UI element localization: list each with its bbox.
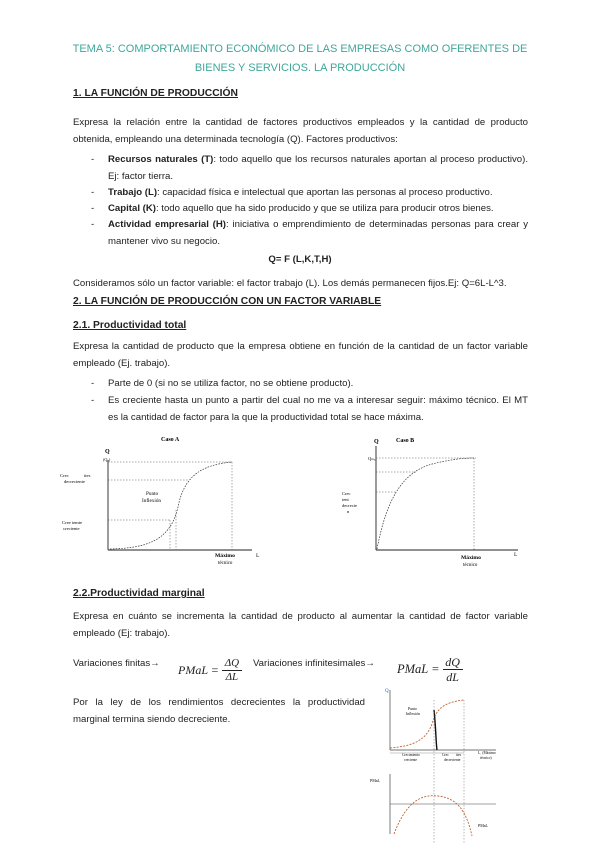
factor-item-capital: Capital (K): todo aquello que ha sido producido y que se utiliza para producir otros bienes. <box>108 203 494 214</box>
marginal-label-6: creciente <box>404 758 417 762</box>
marginal-label-3: L₁ (Máximo <box>478 751 496 755</box>
case-a-title: Caso A <box>161 437 180 443</box>
factor-item-entrepreneurship: Actividad empresarial (H): iniciativa o emprendimiento de determinadas personas para crear y mantener vivo su negocio. <box>108 219 528 247</box>
case-a-max-label-1: Máximo <box>215 553 235 559</box>
marginal-label-2: Inflexión <box>406 712 420 716</box>
marginal-label-1: Punto <box>408 707 417 711</box>
marginal-label-5: Crecimiento <box>402 753 420 757</box>
subsection-2-2-intro: Expresa en cuánto se incrementa la cantidad de producto al aumentar la cantidad de factor variable empleado (Ej: trabajo). <box>73 611 528 639</box>
case-a-total-product-curve <box>110 462 232 549</box>
marginal-chart-q-label: Q <box>385 689 389 694</box>
finite-formula-lhs: PMaL = <box>178 662 219 677</box>
subsection-2-1-intro: Expresa la cantidad de producto que la empresa obtiene en función de la cantidad de un factor variable empleado (Ej. trabajo). <box>73 341 528 369</box>
section-2-heading: 2. LA FUNCIÓN DE PRODUCCIÓN CON UN FACTOR VARIABLE <box>73 296 382 307</box>
finite-denominator: ΔL <box>225 670 239 683</box>
case-a-q-label: Q <box>105 449 110 455</box>
marginal-label-4: técnico) <box>480 756 492 760</box>
case-a-l-label: L <box>256 553 260 559</box>
case-a-label-dec-1: Crec <box>60 473 69 478</box>
marginal-chart-pmal2-label: PMaL <box>478 823 488 828</box>
case-b-label-dec-4: n <box>347 509 350 514</box>
bullet-dash: - <box>91 378 95 389</box>
subsection-2-1-heading: 2.1. Productividad total <box>73 320 187 331</box>
case-b-qmax-label: Qₘₐₓ <box>368 456 377 461</box>
case-a-label-dec-3: decreciente <box>64 479 85 484</box>
factor-item-labor: Trabajo (L): capacidad física e intelectual que aportan las personas al proceso productivo. <box>108 187 493 198</box>
infinitesimal-formula-lhs: PMaL = <box>397 661 440 676</box>
case-a-max-label-2: técnico <box>218 561 233 566</box>
subsection-2-2-heading: 2.2.Productividad marginal <box>73 588 205 599</box>
infinitesimal-numerator: dQ <box>445 654 460 669</box>
case-b-max-label-2: técnico <box>463 563 478 568</box>
marginal-chart-pmal-label: PMaL <box>370 778 380 783</box>
case-b-l-label: L <box>514 552 518 558</box>
total-productivity-point-2: Es creciente hasta un punto a partir del cual no me va a interesar seguir: máximo técnico. El MT es la cantidad de factor para la que la productividad total se hace máxima. <box>108 395 528 423</box>
production-function-formula: Q= F (L,K,T,H) <box>268 254 332 265</box>
bullet-dash: - <box>91 395 95 406</box>
marginal-label-7: Crec <box>442 753 449 757</box>
case-b-q-label: Q <box>374 439 379 445</box>
case-a-label-inc-2: creciente <box>63 526 80 531</box>
case-b-max-label-1: Máximo <box>461 555 481 561</box>
section-1-heading: 1. LA FUNCIÓN DE PRODUCCIÓN <box>73 88 238 99</box>
marginal-top-total-curve <box>390 700 464 748</box>
marginal-productivity-chart <box>366 684 516 844</box>
finite-fraction <box>222 657 242 684</box>
marginal-pmal-curve <box>394 796 472 836</box>
diminishing-returns-text: Por la ley de los rendimientos decrecientes la productividad marginal termina siendo decreciente. <box>73 697 365 725</box>
marginal-top-black-curve <box>434 710 437 750</box>
section-1-intro: Expresa la relación entre la cantidad de factores productivos empleados y la cantidad de producto obtenida, empleando una determinada tecnología (Q). Factores productivos: <box>73 117 528 145</box>
section-1-note: Consideramos sólo un factor variable: el factor trabajo (L). Los demás permanecen fijos.Ej: Q=6L-L^3. <box>73 278 507 289</box>
case-b-label-dec-3: decrecie <box>342 503 357 508</box>
case-a-inflection-label-2: Inflexión <box>142 498 162 504</box>
marginal-label-9: decreciente <box>444 758 461 762</box>
case-a-inflection-label-1: Punto <box>146 491 159 497</box>
finite-variations-label: Variaciones finitas→ <box>73 658 160 669</box>
case-a-label-dec-2: ites <box>84 473 91 478</box>
case-b-title: Caso B <box>396 438 415 444</box>
case-a-label-inc-1: Cree iemte <box>62 520 83 525</box>
bullet-dash: - <box>91 203 95 214</box>
factor-item-natural-resources: Recursos naturales (T): todo aquello que los recursos naturales aportan al proceso productivo). Ej: factor tierra. <box>108 154 529 182</box>
case-b-total-product-curve <box>377 458 474 549</box>
infinitesimal-formula <box>397 652 463 686</box>
infinitesimal-fraction <box>443 655 463 684</box>
infinitesimal-variations-label: Variaciones infinitesimales→ <box>253 658 375 669</box>
marginal-label-8: ites <box>456 753 461 757</box>
case-b-label-dec-1: Crec <box>342 491 351 496</box>
infinitesimal-denominator: dL <box>446 669 459 684</box>
total-productivity-chart-case-b <box>336 432 546 577</box>
case-b-label-dec-2: ient <box>342 497 349 502</box>
page-title: TEMA 5: COMPORTAMIENTO ECONÓMICO DE LAS EMPRESAS COMO OFERENTES DE BIENES Y SERVICIOS. LA PRODUCCIÓN <box>72 43 528 74</box>
total-productivity-chart-case-a <box>60 432 280 572</box>
finite-formula <box>178 654 242 686</box>
bullet-dash: - <box>91 219 95 230</box>
bullet-dash: - <box>91 154 95 165</box>
finite-numerator: ΔQ <box>224 656 240 669</box>
case-a-q-sub: (Q₀) <box>103 457 111 462</box>
total-productivity-point-1: Parte de 0 (si no se utiliza factor, no se obtiene producto). <box>108 378 354 389</box>
bullet-dash: - <box>91 187 95 198</box>
